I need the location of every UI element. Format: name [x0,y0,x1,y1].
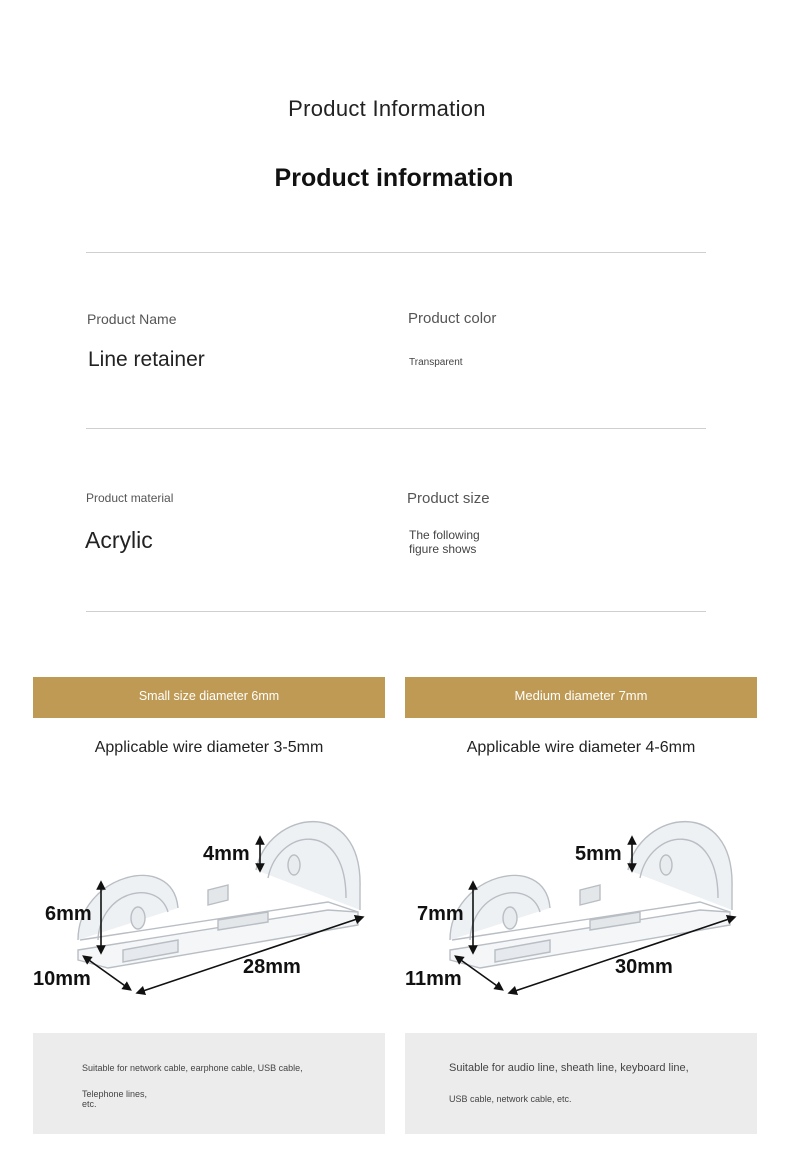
product-color-label: Product color [408,310,497,327]
product-size-line2: figure shows [409,542,477,556]
small-wire-range: Applicable wire diameter 3-5mm [94,739,324,756]
small-usage-panel [33,1033,385,1134]
small-usage-line3: etc. [82,1099,97,1109]
height-dimension: 6mm [45,903,92,925]
width-dimension: 10mm [33,968,91,990]
medium-clip-diagram [400,790,760,1010]
section-heading: Product information [274,164,514,192]
divider [86,252,706,253]
product-size-value [409,528,480,556]
medium-usage-line2: USB cable, network cable, etc. [449,1094,572,1104]
height-dimension: 7mm [417,903,464,925]
small-clip-diagram [28,790,388,1010]
width-dimension: 11mm [405,968,462,990]
small-size-banner: Small size diameter 6mm [33,677,385,718]
product-name-label: Product Name [87,311,177,327]
product-color-value: Transparent [409,357,463,368]
product-name-value: Line retainer [88,348,205,371]
product-material-value: Acrylic [85,527,153,553]
small-usage-line2: Telephone lines, [82,1089,148,1099]
divider [86,428,706,429]
product-size-line1: The following [409,528,480,542]
length-dimension: 28mm [243,956,301,978]
small-usage-line1: Suitable for network cable, earphone cable, USB cable, [82,1063,303,1073]
product-size-label: Product size [407,490,490,507]
medium-size-banner: Medium diameter 7mm [405,677,757,718]
medium-wire-range: Applicable wire diameter 4-6mm [466,739,696,756]
page-title: Product Information [288,96,486,121]
length-dimension: 30mm [615,956,673,978]
gap-dimension: 5mm [575,843,622,865]
product-material-label: Product material [86,491,174,505]
medium-usage-line1: Suitable for audio line, sheath line, keyboard line, [449,1062,689,1074]
gap-dimension: 4mm [203,843,250,865]
divider [86,611,706,612]
medium-usage-panel [405,1033,757,1134]
